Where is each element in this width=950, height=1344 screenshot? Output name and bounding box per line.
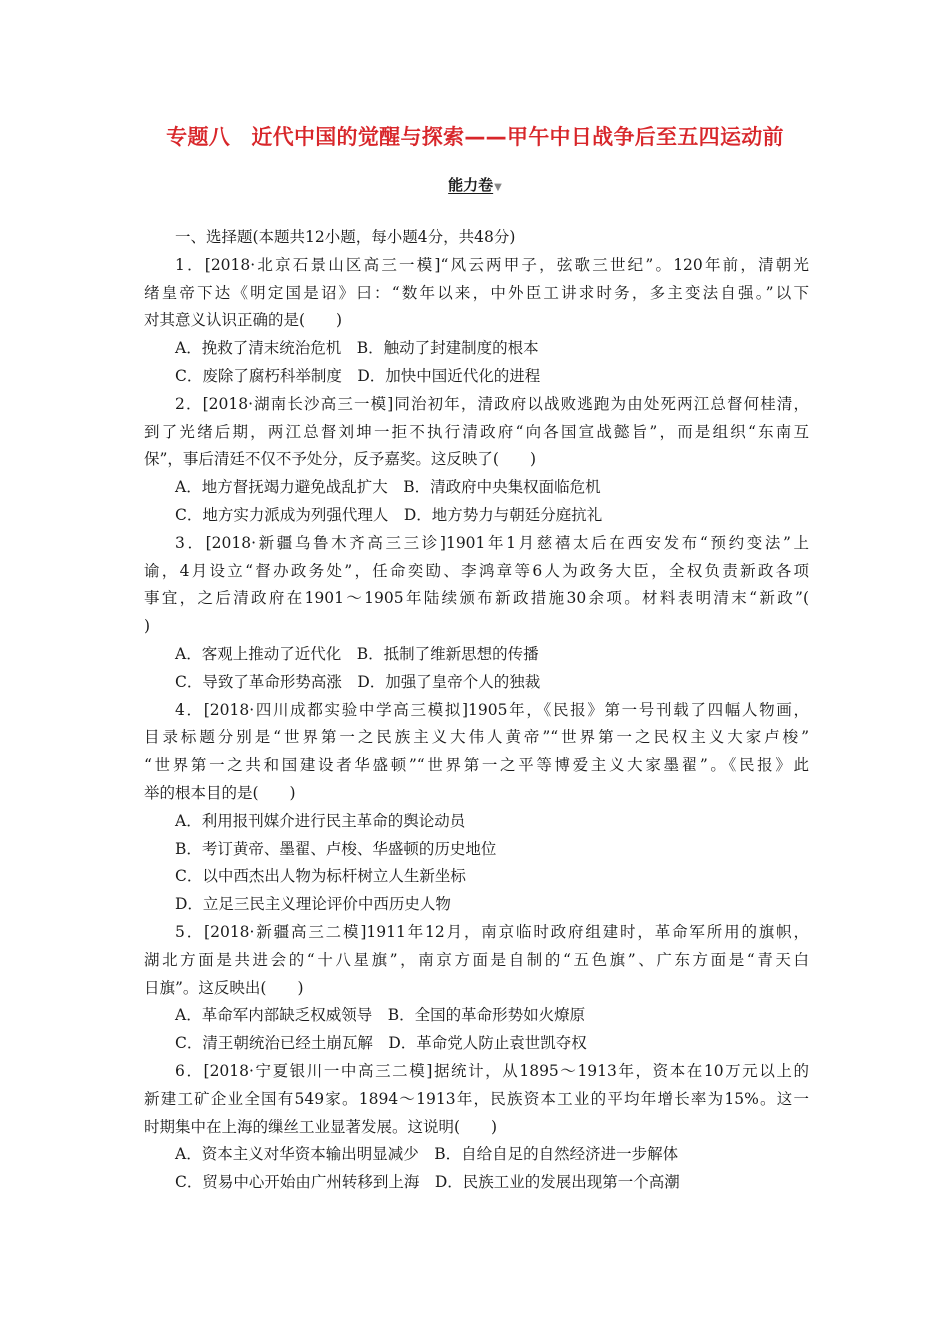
question-text-line: 日旗”。这反映出( ) <box>144 978 304 997</box>
page-subtitle <box>0 174 950 195</box>
question-text-line: 对其意义认识正确的是( ) <box>144 311 343 330</box>
option-line: B．考订黄帝、墨翟、卢梭、华盛顿的历史地位 <box>175 839 497 858</box>
question-text-line: 事宜，之后清政府在1901～1905年陆续颁布新政措施30余项。材料表明清末“新政”( <box>144 589 809 608</box>
question-text-line: 绪皇帝下达《明定国是诏》曰：“数年以来，中外臣工讲求时务，多主变法自强。”以下 <box>144 283 809 302</box>
option-line: A．挽救了清末统治危机 B．触动了封建制度的根本 <box>175 339 539 358</box>
subtitle-text: 能力卷 <box>448 176 494 194</box>
question-text-line: 2．[2018·湖南长沙高三一模]同治初年，清政府以战败逃跑为由处死两江总督何桂清， <box>175 394 809 413</box>
question-text-line: 目录标题分别是“世界第一之民族主义大伟人黄帝”“世界第一之民权主义大家卢梭” <box>144 728 809 747</box>
section-header: 一、选择题(本题共12小题，每小题4分，共48分) <box>175 228 516 246</box>
question-text-line: 1．[2018·北京石景山区高三一模]“风云两甲子，弦歌三世纪”。120年前，清朝光 <box>175 255 809 274</box>
option-line: C．贸易中心开始由广州转移到上海 D．民族工业的发展出现第一个高潮 <box>175 1173 680 1192</box>
option-line: C．导致了革命形势高涨 D．加强了皇帝个人的独裁 <box>175 672 541 691</box>
option-line: A．客观上推动了近代化 B．抵制了维新思想的传播 <box>175 644 539 663</box>
question-1 <box>144 252 809 391</box>
question-5 <box>144 919 809 1058</box>
triangle-down-icon: ▼ <box>494 182 502 193</box>
question-text-line: 3．[2018·新疆乌鲁木齐高三三诊]1901年1月慈禧太后在西安发布“预约变法”上 <box>175 533 809 552</box>
option-line: A．革命军内部缺乏权威领导 B．全国的革命形势如火燎原 <box>175 1006 586 1025</box>
question-text-line: “世界第一之共和国建设者华盛顿”“世界第一之平等博爱主义大家墨翟”。《民报》此 <box>144 756 809 775</box>
option-line: C．地方实力派成为列强代理人 D．地方势力与朝廷分庭抗礼 <box>175 505 603 524</box>
option-line: A．资本主义对华资本输出明显减少 B．自给自足的自然经济进一步解体 <box>175 1145 679 1164</box>
question-list <box>144 224 809 1197</box>
question-text-line: 5．[2018·新疆高三二模]1911年12月，南京临时政府组建时，革命军所用的旗帜， <box>175 922 809 941</box>
option-line: C．以中西杰出人物为标杆树立人生新坐标 <box>175 867 466 886</box>
option-line: C．废除了腐朽科举制度 D．加快中国近代化的进程 <box>175 366 541 385</box>
question-text-line: 时期集中在上海的缫丝工业显著发展。这说明( ) <box>144 1117 498 1136</box>
question-text-line: ) <box>144 617 151 636</box>
option-line: A．地方督抚竭力避免战乱扩大 B．清政府中央集权面临危机 <box>175 478 601 497</box>
question-text-line: 新建工矿企业全国有549家。1894～1913年，民族资本工业的平均年增长率为15%。这一 <box>144 1089 809 1108</box>
question-text-line: 湖北方面是共进会的“十八星旗”，南京方面是自制的“五色旗”、广东方面是“青天白 <box>144 950 809 969</box>
option-line: A．利用报刊媒介进行民主革命的舆论动员 <box>175 811 466 830</box>
question-text-line: 保”，事后清廷不仅不予处分，反予嘉奖。这反映了( ) <box>144 450 537 469</box>
question-text-line: 4．[2018·四川成都实验中学高三模拟]1905年，《民报》第一号刊载了四幅人物画， <box>175 700 809 719</box>
question-text-line: 到了光绪后期，两江总督刘坤一拒不执行清政府“向各国宣战懿旨”，而是组织“东南互 <box>144 422 809 441</box>
question-text-line: 举的根本目的是( ) <box>144 783 296 802</box>
question-4 <box>144 697 809 919</box>
question-text-line: 6．[2018·宁夏银川一中高三二模]据统计，从1895～1913年，资本在10万元以上的 <box>175 1061 809 1080</box>
question-6 <box>144 1058 809 1197</box>
question-3 <box>144 530 809 697</box>
question-text-line: 谕，4月设立“督办政务处”，任命奕劻、李鸿章等6人为政务大臣，全权负责新政各项 <box>144 561 809 580</box>
page-title: 专题八 近代中国的觉醒与探索——甲午中日战争后至五四运动前 <box>166 125 784 149</box>
option-line: D．立足三民主义理论评价中西历史人物 <box>175 895 451 914</box>
option-line: C．清王朝统治已经土崩瓦解 D．革命党人防止袁世凯夺权 <box>175 1034 587 1053</box>
question-2 <box>144 391 809 530</box>
